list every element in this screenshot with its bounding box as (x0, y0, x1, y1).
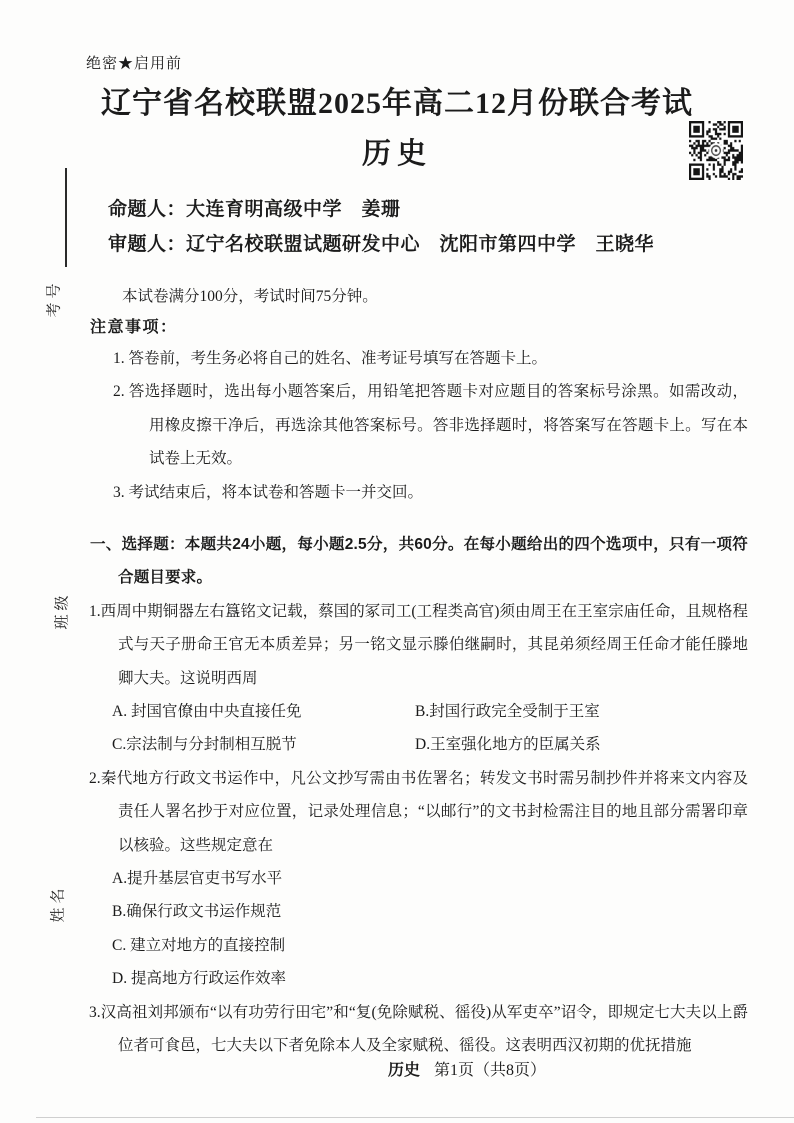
notice-item-2: 2. 答选择题时，选出每小题答案后，用铅笔把答题卡对应题目的答案标号涂黑。如需改动，用橡皮擦干净后，再选涂其他答案标号。答非选择题时，将答案写在答题卡上。写在本试卷上无效。 (113, 383, 748, 468)
notice-heading: 注意事项： (90, 319, 178, 336)
qr-code-icon (689, 121, 743, 180)
page-footer (0, 1057, 794, 1080)
question-stem-3: 3.汉高祖刘邦颁布“以有功劳行田宅”和“复(免除赋税、徭役)从军吏卒”诏令，即规定七大夫以上爵位者可食邑，七大夫以下者免除本人及全家赋税、徭役。这表明西汉初期的优抚措施 (89, 1003, 748, 1055)
question-block-3 (90, 996, 748, 1063)
setter-line: 命题人：大连育明高级中学 姜珊 (108, 199, 401, 220)
option-1-b: B.封国行政完全受制于王室 (415, 703, 600, 721)
margin-label-class: 班级 (54, 591, 71, 630)
option-1-a: A. 封国官僚由中央直接任免 (112, 703, 302, 721)
option-1-d: D.王室强化地方的臣属关系 (415, 736, 601, 754)
footer-subject: 历史 (387, 1062, 420, 1079)
footer-page-info: 第1页（共8页） (434, 1062, 547, 1079)
reviewer-line: 审题人：辽宁名校联盟试题研发中心 沈阳市第四中学 王晓华 (108, 234, 655, 255)
classification-banner: 绝密★启用前 (86, 56, 183, 72)
question-block-2 (90, 762, 748, 996)
option-2-d: D. 提高地方行政运作效率 (112, 970, 286, 988)
option-2-c: C. 建立对地方的直接控制 (112, 936, 286, 954)
question-block-1 (90, 595, 748, 762)
option-2-a: A.提升基层官吏书写水平 (112, 870, 283, 888)
question-stem-1: 1.西周中期铜器左右簋铭文记载，蔡国的冢司工(工程类高官)须由周王在王室宗庙任命，且规格程式与天子册命王官无本质差异；另一铭文显示滕伯继嗣时，其昆弟须经周王任命才能任滕地卿大夫。这说明西周 (89, 602, 748, 687)
notice-item-3: 3. 考试结束后，将本试卷和答题卡一并交回。 (113, 483, 424, 501)
notice-item-1: 1. 答卷前，考生务必将自己的姓名、准考证号填写在答题卡上。 (113, 350, 548, 367)
margin-label-name: 姓名 (50, 884, 67, 923)
subject-title: 历史 (361, 138, 432, 170)
question-options-2 (112, 862, 748, 996)
option-1-c: C.宗法制与分封制相互脱节 (112, 736, 297, 754)
section-heading: 一、选择题：本题共24小题，每小题2.5分，共60分。在每小题给出的四个选项中，只有一项符合题目要求。 (90, 536, 748, 587)
question-stem-2: 2.秦代地方行政文书运作中，凡公文抄写需由书佐署名；转发文书时需另制抄件并将来文内容及责任人署名抄于对应位置，记录处理信息；“以邮行”的文书封检需注目的地且部分需署印章以核验。这些规定意在 (89, 769, 748, 854)
scan-edge-line (36, 1117, 794, 1118)
exam-title: 辽宁省名校联盟2025年高二12月份联合考试 (101, 87, 693, 120)
notice-list (90, 342, 748, 509)
option-2-b: B.确保行政文书运作规范 (112, 903, 282, 921)
question-section (90, 528, 748, 1063)
margin-fold-line (65, 168, 67, 267)
qr-code-wrap (689, 121, 743, 180)
exam-meta: 本试卷满分100分，考试时间75分钟。 (122, 288, 378, 305)
margin-label-exam-no: 考号 (46, 279, 63, 318)
question-options-1 (112, 695, 748, 762)
